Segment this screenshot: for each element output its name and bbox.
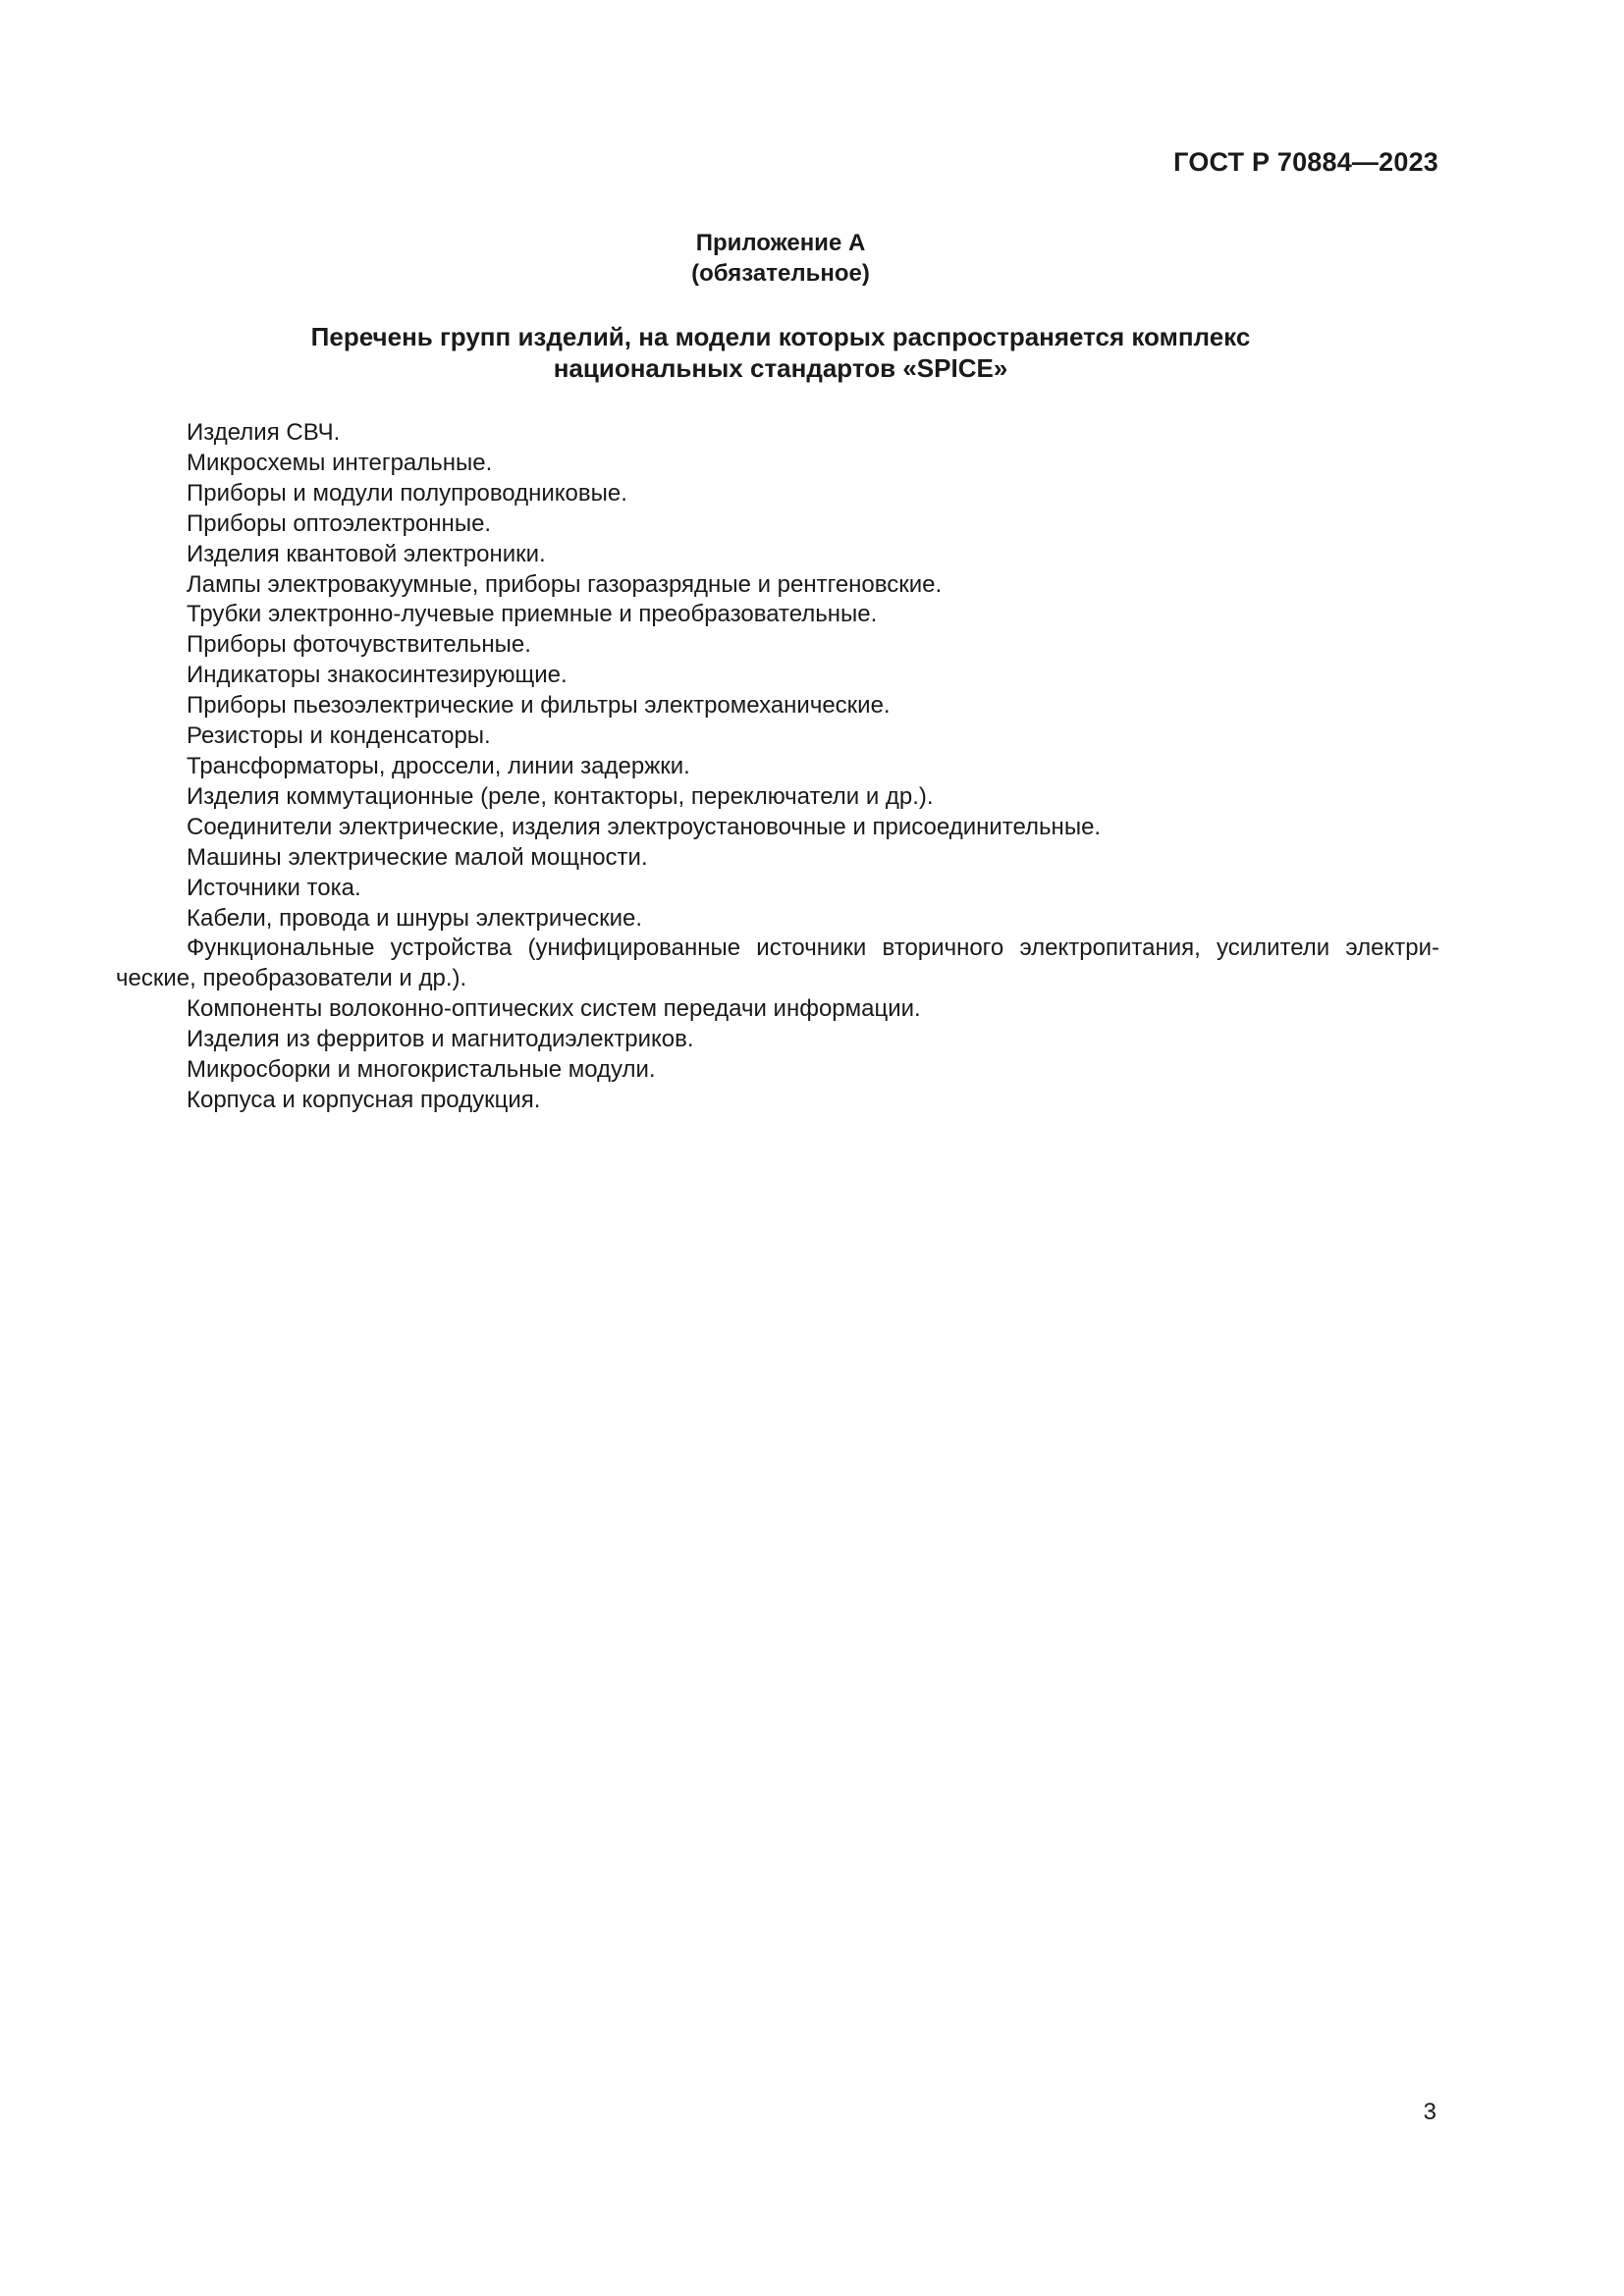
- list-item: Корпуса и корпусная продукция.: [187, 1086, 541, 1113]
- annex-title: Приложение А: [695, 230, 866, 256]
- annex-status: (обязательное): [691, 260, 870, 287]
- list-item: Компоненты волоконно-оптических систем передачи информации.: [187, 995, 921, 1023]
- section-heading-line-1: Перечень групп изделий, на модели которых распространяется комплекс: [310, 322, 1251, 351]
- list-item: Изделия коммутационные (реле, контакторы, переключатели и др.).: [187, 782, 934, 810]
- list-item: Приборы фоточувствительные.: [187, 631, 531, 659]
- list-item: Функциональные устройства (унифицированные источники вторичного электропитания, усилители электрические, преобразователи и др.).: [116, 934, 1439, 992]
- list-item: Лампы электровакуумные, приборы газоразрядные и рентгеновские.: [187, 570, 943, 598]
- list-item: Микросборки и многокристальные модули.: [187, 1056, 656, 1084]
- section-heading: [0, 321, 1561, 384]
- list-item: Приборы оптоэлектронные.: [187, 509, 492, 537]
- list-item: Индикаторы знакосинтезирующие.: [187, 662, 568, 689]
- list-item: Соединители электрические, изделия электроустановочные и присоединительные.: [187, 813, 1102, 840]
- list-item: Источники тока.: [187, 874, 361, 901]
- list-item: Трубки электронно-лучевые приемные и преобразовательные.: [187, 601, 878, 628]
- page-number: 3: [1423, 2099, 1436, 2125]
- document-code: ГОСТ Р 70884—2023: [1173, 147, 1438, 177]
- list-item: Машины электрические малой мощности.: [187, 843, 648, 871]
- section-heading-line-2: национальных стандартов «SPICE»: [553, 353, 1008, 383]
- list-item: Трансформаторы, дроссели, линии задержки.: [187, 752, 690, 779]
- list-item: Изделия СВЧ.: [187, 419, 341, 446]
- list-item: Микросхемы интегральные.: [187, 449, 493, 476]
- list-item: Резисторы и конденсаторы.: [187, 722, 491, 750]
- list-item: Кабели, провода и шнуры электрические.: [187, 904, 643, 932]
- list-item: Приборы и модули полупроводниковые.: [187, 479, 627, 507]
- product-group-list: [116, 418, 1439, 1116]
- list-item: Изделия из ферритов и магнитодиэлектриков.: [187, 1026, 694, 1053]
- annex-heading: [0, 228, 1561, 289]
- list-item: Изделия квантовой электроники.: [187, 540, 546, 567]
- list-item: Приборы пьезоэлектрические и фильтры электромеханические.: [187, 692, 891, 720]
